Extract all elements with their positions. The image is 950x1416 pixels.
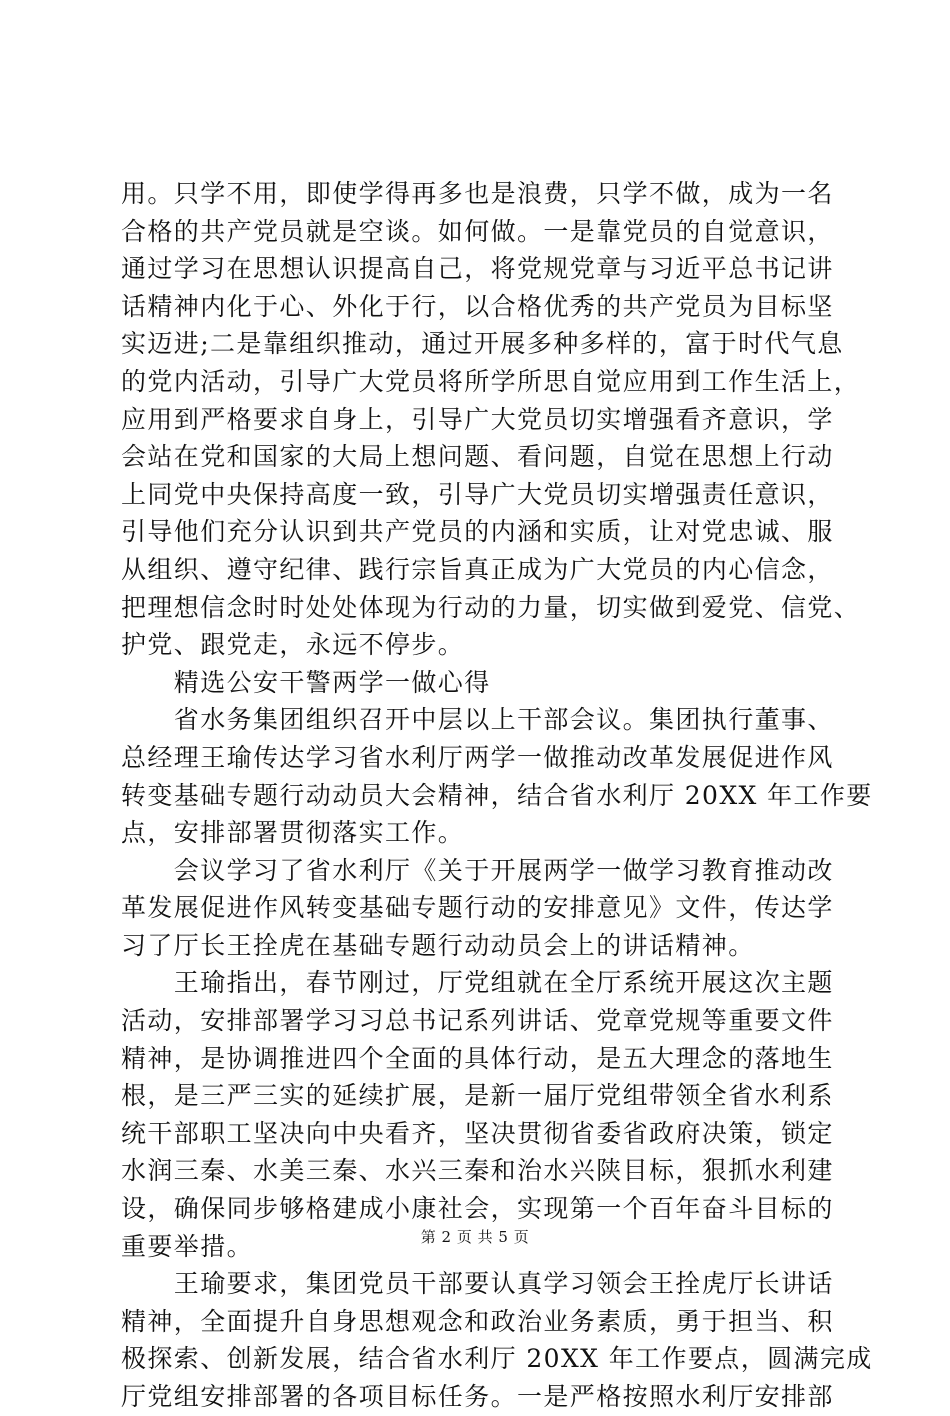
text-line: 王瑜要求，集团党员干部要认真学习领会王拴虎厅长讲话 (121, 1269, 834, 1299)
text-line: 应用到严格要求自身上，引导广大党员切实增强看齐意识，学 (121, 404, 834, 434)
text-line: 革发展促进作风转变基础专题行动的安排意见》文件，传达学 (121, 893, 834, 923)
text-line: 总经理王瑜传达学习省水利厅两学一做推动改革发展促进作风 (121, 742, 834, 772)
text-line: 转变基础专题行动动员大会精神，结合省水利厅 20XX 年工作要 (121, 780, 873, 810)
text-line: 通过学习在思想认识提高自己，将党规党章与习近平总书记讲 (121, 254, 834, 284)
text-line: 重要举措。 (121, 1231, 254, 1261)
text-line: 厅党组安排部署的各项目标任务。一是严格按照水利厅安排部 (121, 1382, 834, 1411)
text-line: 习了厅长王拴虎在基础专题行动动员会上的讲话精神。 (121, 930, 755, 960)
text-line: 设，确保同步够格建成小康社会，实现第一个百年奋斗目标的 (121, 1194, 834, 1224)
text-line: 省水务集团组织召开中层以上干部会议。集团执行董事、 (121, 705, 834, 735)
text-line: 活动，安排部署学习习总书记系列讲话、党章党规等重要文件 (121, 1006, 834, 1036)
text-line: 把理想信念时时处处体现为行动的力量，切实做到爱党、信党、 (121, 592, 861, 622)
text-line: 精神，是协调推进四个全面的具体行动，是五大理念的落地生 (121, 1043, 834, 1073)
text-line: 的党内活动，引导广大党员将所学所思自觉应用到工作生活上， (121, 366, 861, 396)
text-line: 从组织、遵守纪律、践行宗旨真正成为广大党员的内心信念， (121, 554, 834, 584)
text-line: 话精神内化于心、外化于行，以合格优秀的共产党员为目标坚 (121, 291, 834, 321)
text-line: 引导他们充分认识到共产党员的内涵和实质，让对党忠诚、服 (121, 517, 834, 547)
section-heading: 精选公安干警两学一做心得 (121, 667, 491, 697)
text-line: 精神，全面提升自身思想观念和政治业务素质，勇于担当、积 (121, 1306, 834, 1336)
text-line: 极探索、创新发展，结合省水利厅 20XX 年工作要点，圆满完成 (121, 1344, 873, 1374)
text-line: 点，安排部署贯彻落实工作。 (121, 818, 465, 848)
page-number-footer: 第 2 页 共 5 页 (420, 1228, 530, 1246)
text-line: 上同党中央保持高度一致，引导广大党员切实增强责任意识， (121, 479, 834, 509)
text-line: 王瑜指出，春节刚过，厅党组就在全厅系统开展这次主题 (121, 968, 834, 998)
text-line: 护党、跟党走，永远不停步。 (121, 630, 465, 660)
text-line: 统干部职工坚决向中央看齐，坚决贯彻省委省政府决策，锁定 (121, 1118, 834, 1148)
text-line: 合格的共产党员就是空谈。如何做。一是靠党员的自觉意识， (121, 216, 834, 246)
text-line: 实迈进;二是靠组织推动，通过开展多种多样的，富于时代气息 (121, 329, 844, 359)
text-line: 用。只学不用，即使学得再多也是浪费，只学不做，成为一名 (121, 179, 834, 208)
text-line: 会站在党和国家的大局上想问题、看问题，自觉在思想上行动 (121, 442, 834, 472)
text-line: 会议学习了省水利厅《关于开展两学一做学习教育推动改 (121, 855, 834, 885)
text-line: 水润三秦、水美三秦、水兴三秦和治水兴陕目标，狠抓水利建 (121, 1156, 834, 1186)
text-line: 根，是三严三实的延续扩展，是新一届厅党组带领全省水利系 (121, 1081, 834, 1111)
